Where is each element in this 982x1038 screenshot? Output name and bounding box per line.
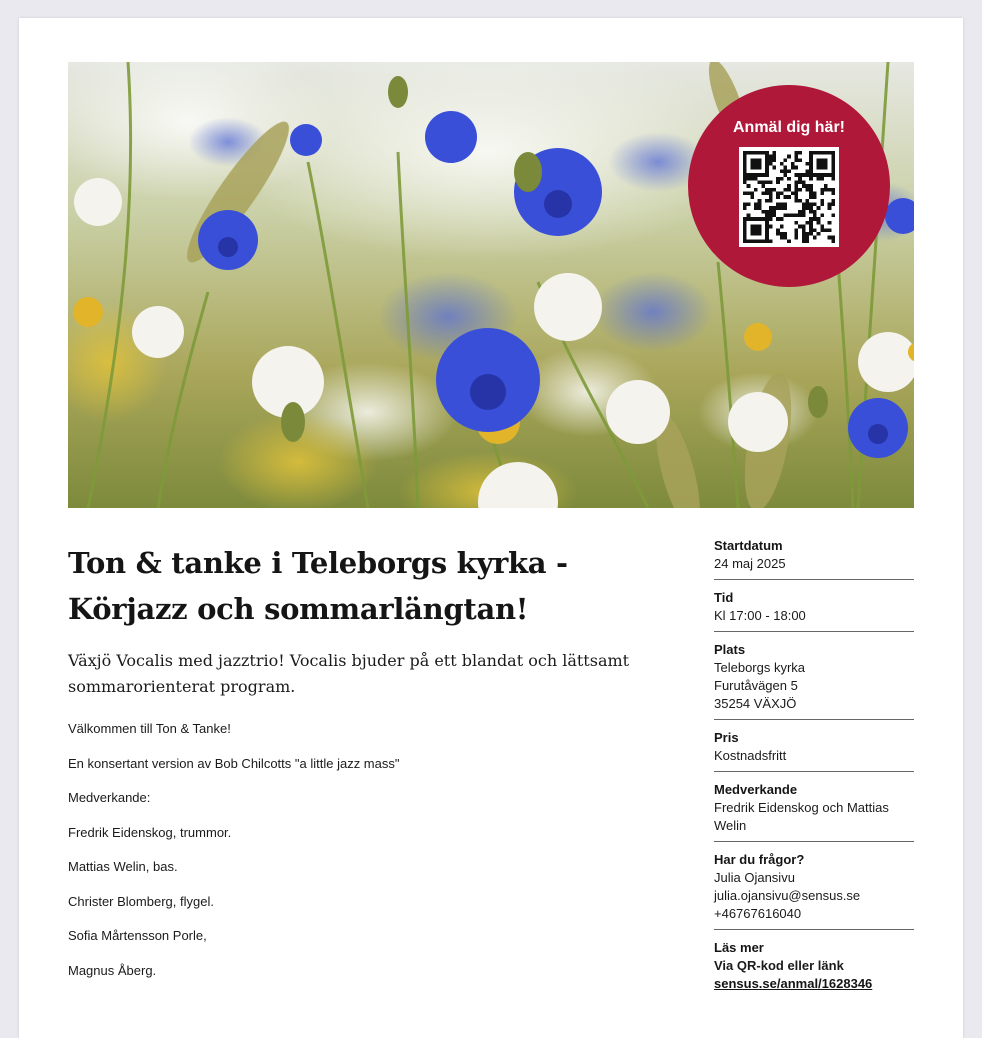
event-title: Ton & tanke i Teleborgs kyrka - Körjazz och sommarlängtan! — [68, 546, 568, 626]
event-lead: Växjö Vocalis med jazztrio! Vocalis bjuder på ett blandat och lättsamt sommarorienterat program. — [68, 651, 630, 696]
description-paragraph: Magnus Åberg. — [68, 962, 157, 978]
description-paragraph: Fredrik Eidenskog, trummor. — [68, 824, 232, 840]
qr-signup-badge[interactable] — [688, 85, 890, 287]
description-paragraph: Mattias Welin, bas. — [68, 859, 178, 874]
info-value: Teleborgs kyrka — [714, 660, 806, 675]
info-label: Startdatum — [714, 538, 783, 553]
contact-email[interactable]: julia.ojansivu@sensus.se — [714, 888, 861, 903]
description-paragraph: En konsertant version av Bob Chilcotts "a little jazz mass" — [68, 755, 400, 771]
info-read-more — [714, 939, 914, 999]
info-value: 24 maj 2025 — [714, 556, 786, 571]
info-value: Kostnadsfritt — [714, 748, 787, 763]
info-price — [714, 729, 914, 772]
info-place — [714, 641, 914, 720]
info-time — [714, 589, 914, 632]
event-description — [68, 721, 628, 997]
signup-link[interactable]: sensus.se/anmal/1628346 — [714, 976, 873, 991]
info-value: Kl 17:00 - 18:00 — [714, 608, 806, 623]
info-label: Medverkande — [714, 782, 798, 797]
info-questions — [714, 851, 914, 930]
description-paragraph: Christer Blomberg, flygel. — [68, 893, 214, 909]
qr-code-icon[interactable] — [739, 147, 839, 247]
info-label: Har du frågor? — [714, 852, 805, 867]
info-label: Läs mer — [714, 940, 764, 955]
qr-label: Anmäl dig här! — [732, 119, 845, 136]
description-paragraph: Välkommen till Ton & Tanke! — [68, 721, 231, 736]
info-label: Tid — [714, 590, 734, 605]
info-value: Fredrik Eidenskog och Mattias Welin — [714, 800, 889, 833]
description-paragraph: Sofia Mårtensson Porle, — [68, 928, 207, 943]
info-participants — [714, 781, 914, 842]
contact-name: Julia Ojansivu — [714, 870, 795, 885]
info-start-date — [714, 537, 914, 580]
description-paragraph: Medverkande: — [68, 790, 151, 805]
info-label: Pris — [714, 730, 739, 745]
info-value: Via QR-kod eller länk — [714, 958, 844, 973]
event-page — [19, 18, 963, 1038]
info-value: 35254 VÄXJÖ — [714, 696, 797, 711]
info-label: Plats — [714, 642, 746, 657]
info-value: Furutåvägen 5 — [714, 678, 798, 693]
event-info-panel — [714, 537, 914, 1008]
contact-phone[interactable]: +46767616040 — [714, 906, 802, 921]
